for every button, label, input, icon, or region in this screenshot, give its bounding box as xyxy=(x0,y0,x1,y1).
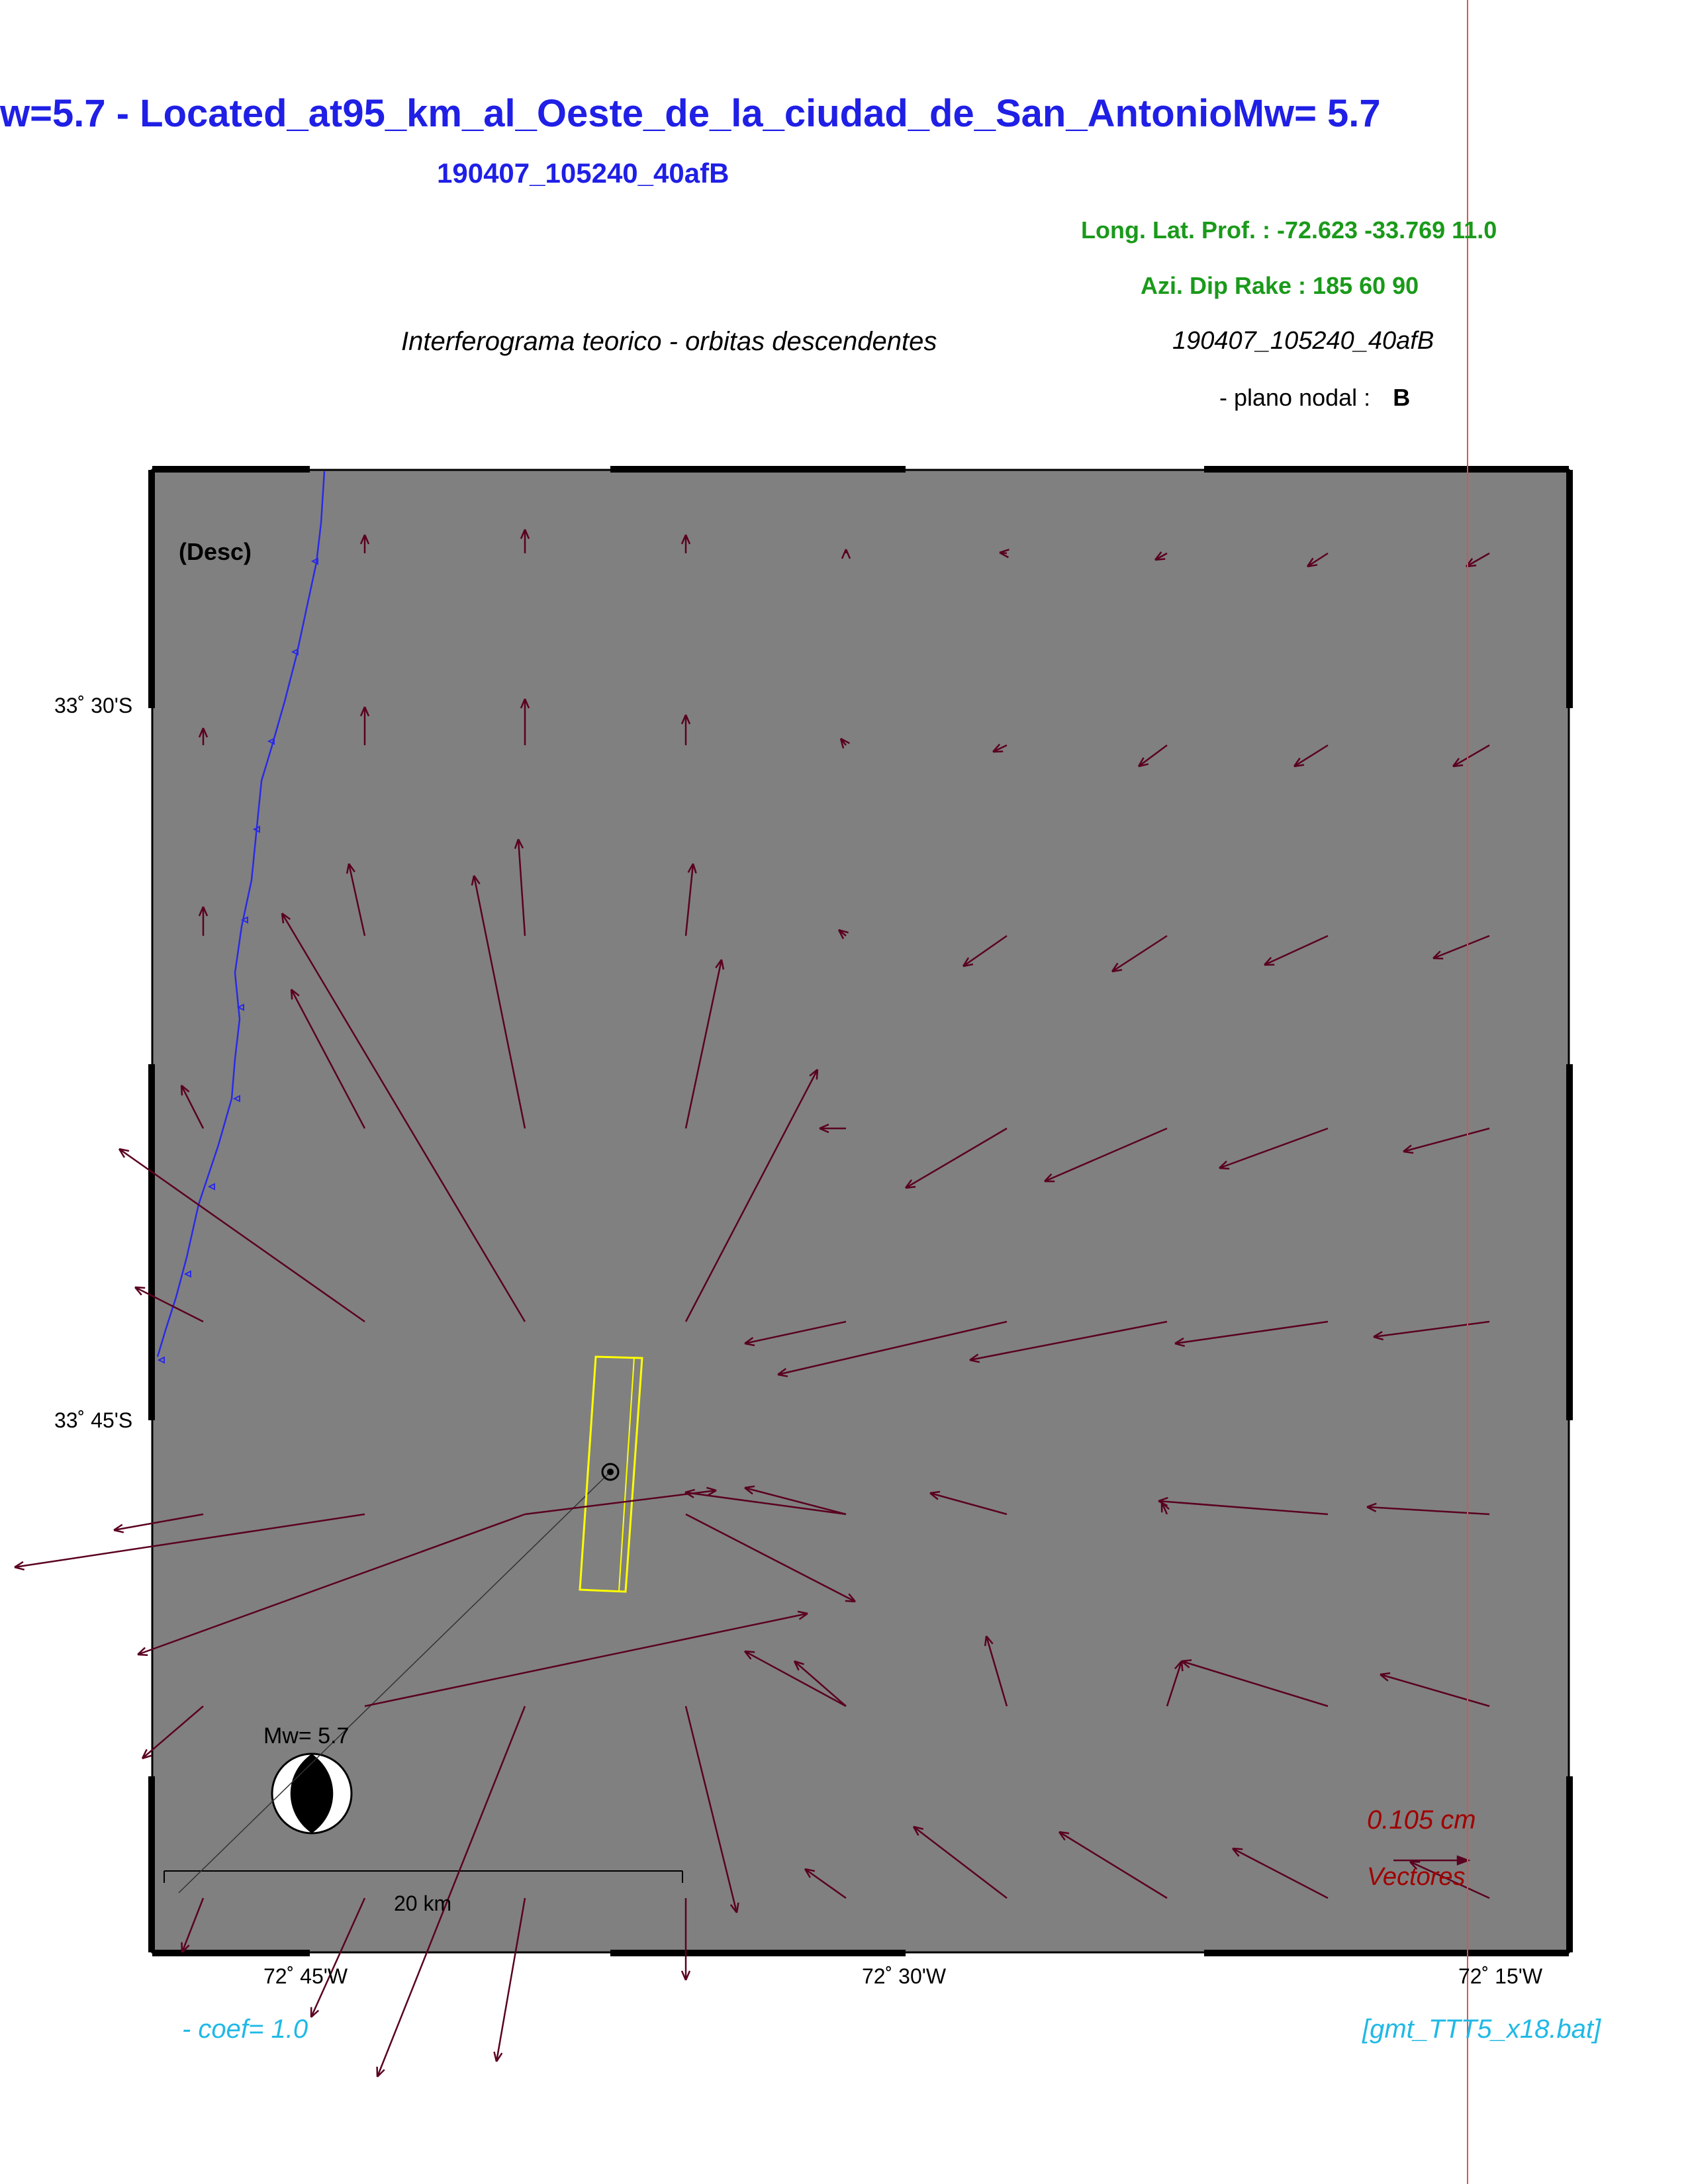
panel-label: (Desc) xyxy=(179,538,252,565)
interferogram-label: Interferograma teorico - orbitas descendentes xyxy=(401,327,937,356)
event-id-italic: 190407_105240_40afB xyxy=(1172,327,1434,355)
script-label: [gmt_TTT5_x18.bat] xyxy=(1362,2015,1601,2044)
nodal-plane-label xyxy=(1219,384,1410,412)
lon-label-3: 72˚ 15'W xyxy=(1458,1964,1543,1988)
lat-label-1: 33˚ 30'S xyxy=(54,694,133,717)
nodal-plane-text: - plano nodal : xyxy=(1219,384,1371,411)
lon-label-2: 72˚ 30'W xyxy=(862,1964,947,1988)
vector-scale-label: Vectores xyxy=(1367,1863,1466,1891)
vector-scale-value: 0.105 cm xyxy=(1367,1805,1476,1835)
mechanism-line: Azi. Dip Rake : 185 60 90 xyxy=(1141,272,1419,299)
scale-bar-label: 20 km xyxy=(394,1891,452,1915)
event-id: 190407_105240_40afB xyxy=(437,158,729,189)
magnitude-label: Mw= 5.7 xyxy=(263,1723,350,1749)
figure-title: w=5.7 - Located_at95_km_al_Oeste_de_la_ciudad_de_San_AntonioMw= 5.7 xyxy=(0,92,1381,135)
coords-line: Long. Lat. Prof. : -72.623 -33.769 11.0 xyxy=(1081,216,1497,244)
nodal-plane-value: B xyxy=(1393,384,1411,411)
map-area xyxy=(152,470,1569,1952)
lat-label-2: 33˚ 45'S xyxy=(54,1408,133,1432)
lon-label-1: 72˚ 45'W xyxy=(263,1964,348,1988)
beachball-icon xyxy=(272,1754,352,1833)
coef-label: - coef= 1.0 xyxy=(182,2015,308,2044)
